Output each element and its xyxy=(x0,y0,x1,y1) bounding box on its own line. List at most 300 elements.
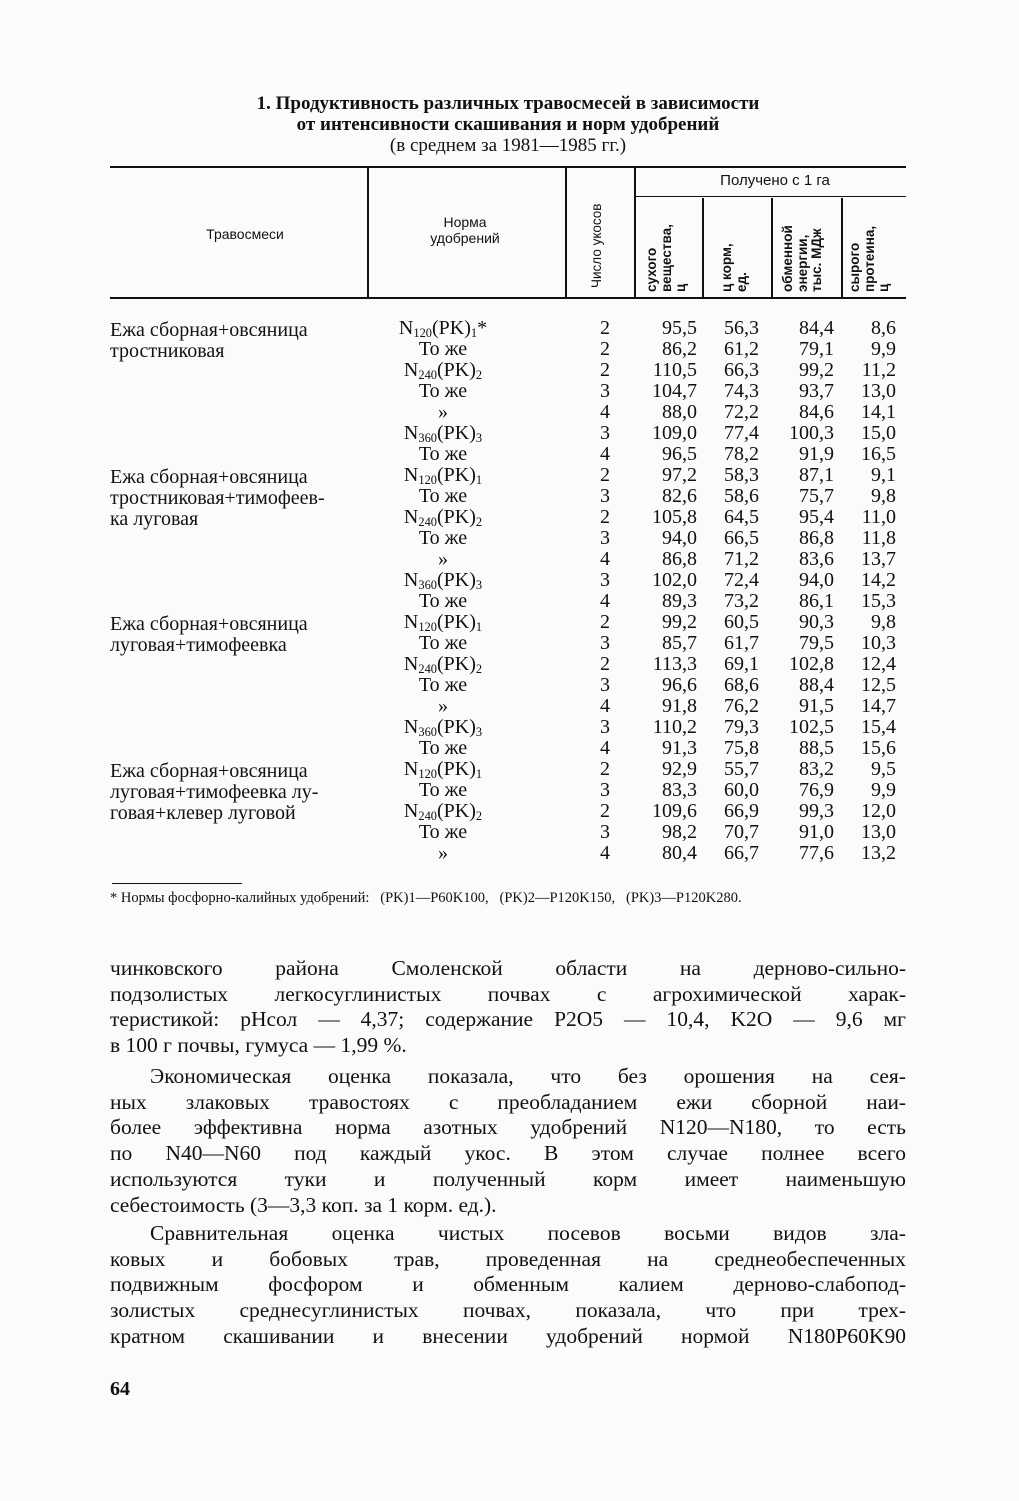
norm-pk-index: 1 xyxy=(475,620,483,635)
norm-n-rate: 120 xyxy=(413,326,432,341)
mixture-group-line: ка луговая xyxy=(110,508,199,530)
table-caption xyxy=(110,93,906,156)
cell-norm xyxy=(372,843,514,864)
cell-feed-units: 64,5 xyxy=(724,506,759,528)
header-dry xyxy=(645,202,689,292)
cell-feed-units: 72,2 xyxy=(724,401,759,423)
cell-feed-units: 76,2 xyxy=(724,695,759,717)
norm-n-rate: 360 xyxy=(418,431,437,446)
cell-energy: 93,7 xyxy=(799,380,834,402)
header-cuts xyxy=(590,168,605,288)
cell-energy: 102,8 xyxy=(789,653,834,675)
paragraph-line: себестоимость (3—3,3 коп. за 1 корм. ед.). xyxy=(110,1192,497,1217)
cell-energy: 79,1 xyxy=(799,338,834,360)
norm-pk: (PK) xyxy=(436,758,476,780)
table-row xyxy=(0,465,1019,486)
cell-protein: 9,5 xyxy=(871,758,896,780)
table-row xyxy=(0,591,1019,612)
cell-cuts: 2 xyxy=(600,653,610,675)
cell-dry-matter: 95,5 xyxy=(662,317,697,339)
cell-energy: 99,2 xyxy=(799,359,834,381)
header-dry-line2: вещества, xyxy=(658,224,674,292)
table-row xyxy=(0,675,1019,696)
norm-text: » xyxy=(438,401,448,423)
cell-energy: 99,3 xyxy=(799,800,834,822)
cell-norm: $N_{120}(PK)_1$ xyxy=(403,611,483,635)
cell-dry-matter: 110,2 xyxy=(652,716,697,738)
cell-cuts: 3 xyxy=(600,422,610,444)
paragraph-line: используются туки и полученный корм имеет наименьшую xyxy=(110,1166,906,1191)
cell-dry-matter: 91,3 xyxy=(662,737,697,759)
norm-pk: (PK) xyxy=(436,422,476,444)
header-feed-line2: ед. xyxy=(733,272,749,292)
table-title-line2: от интенсивности скашивания и норм удобрений xyxy=(296,114,720,135)
cell-norm xyxy=(372,822,514,843)
cell-protein: 15,3 xyxy=(861,590,896,612)
norm-pk-index: 3 xyxy=(475,431,483,446)
mixture-group-line: луговая+тимофеевка лу- xyxy=(110,781,319,803)
cell-energy: 102,5 xyxy=(789,716,834,738)
cell-norm: $N_{360}(PK)_3$ xyxy=(403,569,483,593)
cell-cuts: 3 xyxy=(600,674,610,696)
cell-norm xyxy=(372,486,514,507)
footnote-pk3: (PK)3—P120K280. xyxy=(625,890,742,906)
norm-text: То же xyxy=(418,338,468,360)
header-norm-line2: удобрений xyxy=(430,230,500,246)
norm-pk-index: 1 xyxy=(470,326,478,341)
table-row xyxy=(0,570,1019,591)
cell-feed-units: 66,9 xyxy=(724,800,759,822)
header-received: Получено с 1 га xyxy=(720,172,830,189)
paragraph-1 xyxy=(110,956,906,1059)
cell-norm xyxy=(372,549,514,570)
norm-text: То же xyxy=(418,674,468,696)
cell-cuts: 4 xyxy=(600,695,610,717)
page-number: 64 xyxy=(110,1378,130,1400)
paragraph-line: теристикой: pHсол — 4,37; содержание P2O5 — 10,4, K2O — 9,6 мг xyxy=(110,1007,906,1032)
table-title: 1. Продуктивность различных травосмесей в зависимости xyxy=(256,93,760,114)
table-row xyxy=(0,633,1019,654)
cell-norm xyxy=(372,780,514,801)
norm-pk: (PK) xyxy=(436,359,476,381)
mixture-group-line: Ежа сборная+овсяница xyxy=(110,319,308,341)
table-row xyxy=(0,612,1019,633)
cell-dry-matter: 94,0 xyxy=(662,527,697,549)
col-divider-2 xyxy=(565,168,567,297)
paragraph-2 xyxy=(110,1064,906,1218)
cell-protein: 11,0 xyxy=(861,506,896,528)
footnote-pk2: (PK)2—P120K150, xyxy=(499,890,616,906)
cell-cuts: 3 xyxy=(600,380,610,402)
table-row xyxy=(0,444,1019,465)
cell-feed-units: 69,1 xyxy=(724,653,759,675)
cell-protein: 12,4 xyxy=(861,653,896,675)
table-row xyxy=(0,318,1019,339)
cell-dry-matter: 86,2 xyxy=(662,338,697,360)
cell-norm xyxy=(372,339,514,360)
norm-text: То же xyxy=(418,737,468,759)
mixture-group-line: говая+клевер луговой xyxy=(110,802,296,824)
cell-protein: 12,5 xyxy=(861,674,896,696)
norm-n-rate: 120 xyxy=(418,473,437,488)
norm-pk-index: 1 xyxy=(475,473,483,488)
cell-dry-matter: 88,0 xyxy=(662,401,697,423)
cell-feed-units: 68,6 xyxy=(724,674,759,696)
norm-text: То же xyxy=(418,590,468,612)
table-row xyxy=(0,738,1019,759)
cell-protein: 10,3 xyxy=(861,632,896,654)
norm-text: То же xyxy=(418,485,468,507)
cell-cuts: 3 xyxy=(600,485,610,507)
cell-dry-matter: 86,8 xyxy=(662,548,697,570)
cell-protein: 15,6 xyxy=(861,737,896,759)
cell-norm: $N_{120}(PK)_1$ xyxy=(403,758,483,782)
cell-feed-units: 61,7 xyxy=(724,632,759,654)
cell-dry-matter: 82,6 xyxy=(662,485,697,507)
cell-cuts: 3 xyxy=(600,779,610,801)
cell-norm: $N_{360}(PK)_3$ xyxy=(403,422,483,446)
paragraph-line: кратном скашивании и внесении удобрений нормой N180P60K90 xyxy=(110,1323,906,1348)
cell-cuts: 2 xyxy=(600,800,610,822)
footnote-lead: * Нормы фосфорно-калийных удобрений: xyxy=(110,890,370,906)
norm-n-rate: 240 xyxy=(418,809,437,824)
header-protein xyxy=(848,200,892,292)
paragraph-line: золистых среднесуглинистых почвах, показала, что при трех- xyxy=(110,1298,906,1323)
col-divider-5 xyxy=(771,198,773,297)
norm-text: » xyxy=(438,548,448,570)
cell-dry-matter: 80,4 xyxy=(662,842,697,864)
cell-cuts: 4 xyxy=(600,737,610,759)
table-top-rule xyxy=(110,166,906,168)
cell-feed-units: 66,7 xyxy=(724,842,759,864)
table-row xyxy=(0,780,1019,801)
cell-norm: $N_{240}(PK)_2$ xyxy=(403,800,483,824)
cell-cuts: 4 xyxy=(600,590,610,612)
cell-cuts: 2 xyxy=(600,338,610,360)
header-dry-line3: ц xyxy=(673,283,688,292)
cell-protein: 16,5 xyxy=(861,443,896,465)
cell-norm: $N_{240}(PK)_2$ xyxy=(403,359,483,383)
cell-cuts: 4 xyxy=(600,443,610,465)
cell-protein: 9,9 xyxy=(871,338,896,360)
cell-protein: 13,0 xyxy=(861,821,896,843)
cell-energy: 94,0 xyxy=(799,569,834,591)
norm-pk: (PK) xyxy=(436,800,476,822)
table-row xyxy=(0,486,1019,507)
paragraph-line: чинковского района Смоленской области на дерново-сильно- xyxy=(110,956,906,980)
table-row xyxy=(0,360,1019,381)
table-subtitle: (в среднем за 1981—1985 гг.) xyxy=(389,135,627,156)
cell-energy: 91,9 xyxy=(799,443,834,465)
table-row xyxy=(0,696,1019,717)
cell-dry-matter: 98,2 xyxy=(662,821,697,843)
cell-dry-matter: 97,2 xyxy=(662,464,697,486)
cell-feed-units: 75,8 xyxy=(724,737,759,759)
cell-protein: 9,9 xyxy=(871,779,896,801)
norm-n-rate: 240 xyxy=(418,515,437,530)
header-energy-line1: обменной xyxy=(780,225,795,292)
cell-norm xyxy=(372,591,514,612)
header-energy-line3: тыс. МДж xyxy=(809,228,824,292)
cell-feed-units: 66,3 xyxy=(724,359,759,381)
norm-n-rate: 360 xyxy=(418,578,437,593)
cell-dry-matter: 109,0 xyxy=(652,422,697,444)
cell-feed-units: 60,5 xyxy=(724,611,759,633)
cell-energy: 77,6 xyxy=(799,842,834,864)
norm-pk-index: 1 xyxy=(475,767,483,782)
cell-feed-units: 70,7 xyxy=(724,821,759,843)
cell-cuts: 3 xyxy=(600,632,610,654)
cell-energy: 88,5 xyxy=(799,737,834,759)
cell-cuts: 4 xyxy=(600,548,610,570)
header-protein-line2: протеина, xyxy=(861,225,877,292)
table-row xyxy=(0,423,1019,444)
cell-energy: 91,0 xyxy=(799,821,834,843)
cell-energy: 84,6 xyxy=(799,401,834,423)
cell-feed-units: 55,7 xyxy=(724,758,759,780)
col-divider-6 xyxy=(841,198,843,297)
cell-norm xyxy=(372,444,514,465)
paragraph-line: подзолистых легкосуглинистых почвах с агрохимической харак- xyxy=(110,981,906,1006)
cell-norm xyxy=(372,738,514,759)
cell-cuts: 2 xyxy=(600,611,610,633)
paragraph-line: Сравнительная оценка чистых посевов восьми видов зла- xyxy=(150,1221,906,1245)
norm-pk: (PK) xyxy=(436,464,476,486)
cell-feed-units: 79,3 xyxy=(724,716,759,738)
cell-norm xyxy=(372,633,514,654)
header-energy-line2: энергии, xyxy=(794,234,810,292)
cell-energy: 87,1 xyxy=(799,464,834,486)
mixture-group-line: тростниковая xyxy=(110,340,225,362)
cell-dry-matter: 102,0 xyxy=(652,569,697,591)
cell-energy: 84,4 xyxy=(799,317,834,339)
mixture-group-line: Ежа сборная+овсяница xyxy=(110,613,308,635)
cell-feed-units: 77,4 xyxy=(724,422,759,444)
cell-energy: 79,5 xyxy=(799,632,834,654)
norm-pk-index: 2 xyxy=(475,368,483,383)
paragraph-line: ковых и бобовых трав, проведенная на среднеобеспеченных xyxy=(110,1246,906,1271)
cell-energy: 88,4 xyxy=(799,674,834,696)
norm-pk-index: 3 xyxy=(475,578,483,593)
cell-feed-units: 61,2 xyxy=(724,338,759,360)
norm-pk-index: 2 xyxy=(475,809,483,824)
mixture-group-line: Ежа сборная+овсяница xyxy=(110,466,308,488)
norm-text: То же xyxy=(418,527,468,549)
table-row xyxy=(0,528,1019,549)
col-divider-3 xyxy=(634,168,636,297)
cell-energy: 83,2 xyxy=(799,758,834,780)
cell-protein: 9,8 xyxy=(871,611,896,633)
header-energy xyxy=(781,200,825,292)
paragraph-line: Экономическая оценка показала, что без орошения на сея- xyxy=(150,1064,906,1088)
cell-norm xyxy=(372,402,514,423)
cell-protein: 13,7 xyxy=(861,548,896,570)
norm-pk: (PK) xyxy=(436,506,476,528)
table-row xyxy=(0,654,1019,675)
cell-dry-matter: 96,5 xyxy=(662,443,697,465)
cell-energy: 100,3 xyxy=(789,422,834,444)
cell-protein: 15,0 xyxy=(861,422,896,444)
table-row xyxy=(0,717,1019,738)
header-feed-line1: ц корм, xyxy=(719,243,734,292)
cell-protein: 8,6 xyxy=(871,317,896,339)
norm-pk-index: 3 xyxy=(475,725,483,740)
cell-dry-matter: 113,3 xyxy=(652,653,697,675)
cell-norm: $N_{360}(PK)_3$ xyxy=(403,716,483,740)
table-row xyxy=(0,549,1019,570)
header-cuts-text: Число укосов xyxy=(589,203,604,288)
mixture-group-line: Ежа сборная+овсяница xyxy=(110,760,308,782)
norm-n-rate: 240 xyxy=(418,368,437,383)
cell-cuts: 3 xyxy=(600,716,610,738)
norm-text: То же xyxy=(418,779,468,801)
cell-cuts: 4 xyxy=(600,401,610,423)
footnote-rule xyxy=(112,883,242,884)
header-feed xyxy=(720,202,749,292)
col-divider-4 xyxy=(702,198,704,297)
footnote xyxy=(110,889,906,907)
header-bottom-rule xyxy=(110,297,906,299)
cell-norm xyxy=(372,675,514,696)
cell-dry-matter: 99,2 xyxy=(662,611,697,633)
cell-dry-matter: 92,9 xyxy=(662,758,697,780)
cell-norm: $N_{240}(PK)_2$ xyxy=(403,506,483,530)
paragraph-3 xyxy=(110,1221,906,1350)
cell-dry-matter: 109,6 xyxy=(652,800,697,822)
cell-norm: $N_{120}(PK)_1$ xyxy=(403,464,483,488)
header-dry-line1: сухого xyxy=(644,247,659,292)
header-protein-line3: ц xyxy=(876,283,891,292)
table-row xyxy=(0,381,1019,402)
cell-protein: 12,0 xyxy=(861,800,896,822)
cell-norm xyxy=(372,696,514,717)
table-row xyxy=(0,507,1019,528)
norm-n-rate: 120 xyxy=(418,767,437,782)
cell-norm: $N_{240}(PK)_2$ xyxy=(403,653,483,677)
cell-energy: 86,8 xyxy=(799,527,834,549)
header-norm xyxy=(390,214,540,246)
cell-dry-matter: 105,8 xyxy=(652,506,697,528)
norm-n-rate: 360 xyxy=(418,725,437,740)
cell-cuts: 2 xyxy=(600,506,610,528)
cell-cuts: 2 xyxy=(600,758,610,780)
table-row xyxy=(0,801,1019,822)
norm-footnote-mark: * xyxy=(477,317,488,339)
cell-dry-matter: 104,7 xyxy=(652,380,697,402)
cell-protein: 13,0 xyxy=(861,380,896,402)
table-row xyxy=(0,843,1019,864)
header-protein-line1: сырого xyxy=(847,242,862,292)
norm-text: » xyxy=(438,695,448,717)
norm-n-rate: 120 xyxy=(418,620,437,635)
cell-protein: 11,2 xyxy=(861,359,896,381)
norm-n-rate: 240 xyxy=(418,662,437,677)
cell-feed-units: 60,0 xyxy=(724,779,759,801)
cell-cuts: 2 xyxy=(600,359,610,381)
cell-protein: 14,1 xyxy=(861,401,896,423)
norm-pk: (PK) xyxy=(431,317,471,339)
cell-feed-units: 66,5 xyxy=(724,527,759,549)
mixture-group-line: луговая+тимофеевка xyxy=(110,634,287,656)
cell-feed-units: 56,3 xyxy=(724,317,759,339)
norm-text: То же xyxy=(418,821,468,843)
norm-pk-index: 2 xyxy=(475,662,483,677)
col-divider-1 xyxy=(367,168,369,297)
table-row xyxy=(0,339,1019,360)
norm-pk-index: 2 xyxy=(475,515,483,530)
cell-dry-matter: 85,7 xyxy=(662,632,697,654)
mixture-group-line: тростниковая+тимофеев- xyxy=(110,487,325,509)
cell-cuts: 4 xyxy=(600,842,610,864)
cell-feed-units: 74,3 xyxy=(724,380,759,402)
cell-protein: 13,2 xyxy=(861,842,896,864)
cell-energy: 86,1 xyxy=(799,590,834,612)
paragraph-line: более эффективна норма азотных удобрений N120—N180, то есть xyxy=(110,1115,906,1140)
header-mixture: Травосмеси xyxy=(206,226,284,242)
cell-energy: 76,9 xyxy=(799,779,834,801)
cell-feed-units: 78,2 xyxy=(724,443,759,465)
cell-cuts: 3 xyxy=(600,569,610,591)
cell-protein: 14,7 xyxy=(861,695,896,717)
cell-protein: 9,1 xyxy=(871,464,896,486)
cell-energy: 75,7 xyxy=(799,485,834,507)
cell-cuts: 2 xyxy=(600,464,610,486)
cell-energy: 91,5 xyxy=(799,695,834,717)
table-row xyxy=(0,402,1019,423)
header-norm-line1: Норма xyxy=(443,214,487,230)
norm-pk: (PK) xyxy=(436,716,476,738)
cell-dry-matter: 91,8 xyxy=(662,695,697,717)
cell-norm: $N_{120}(PK)_1*$ xyxy=(398,317,488,341)
cell-feed-units: 72,4 xyxy=(724,569,759,591)
cell-feed-units: 58,6 xyxy=(724,485,759,507)
cell-norm xyxy=(372,381,514,402)
paragraph-line: подвижным фосфором и обменным калием дерново-слабопод- xyxy=(110,1272,906,1297)
cell-cuts: 3 xyxy=(600,821,610,843)
norm-text: » xyxy=(438,842,448,864)
cell-feed-units: 73,2 xyxy=(724,590,759,612)
norm-text: То же xyxy=(418,443,468,465)
footnote-pk1: (PK)1—P60K100, xyxy=(380,890,489,906)
cell-protein: 15,4 xyxy=(861,716,896,738)
norm-pk: (PK) xyxy=(436,569,476,591)
cell-dry-matter: 110,5 xyxy=(652,359,697,381)
received-rule xyxy=(634,196,906,197)
cell-norm xyxy=(372,528,514,549)
cell-energy: 95,4 xyxy=(799,506,834,528)
cell-protein: 9,8 xyxy=(871,485,896,507)
norm-pk: (PK) xyxy=(436,611,476,633)
cell-energy: 83,6 xyxy=(799,548,834,570)
table-row xyxy=(0,822,1019,843)
cell-dry-matter: 96,6 xyxy=(662,674,697,696)
norm-text: То же xyxy=(418,632,468,654)
paragraph-line: по N40—N60 под каждый укос. В этом случае полнее всего xyxy=(110,1141,906,1166)
cell-protein: 14,2 xyxy=(861,569,896,591)
cell-dry-matter: 89,3 xyxy=(662,590,697,612)
paragraph-line: ных злаковых травостоях с преобладанием ежи сборной наи- xyxy=(110,1089,906,1114)
cell-cuts: 2 xyxy=(600,317,610,339)
paragraph-line: в 100 г почвы, гумуса — 1,99 %. xyxy=(110,1033,407,1058)
cell-cuts: 3 xyxy=(600,527,610,549)
table-row xyxy=(0,759,1019,780)
cell-feed-units: 71,2 xyxy=(724,548,759,570)
cell-protein: 11,8 xyxy=(861,527,896,549)
norm-text: То же xyxy=(418,380,468,402)
norm-pk: (PK) xyxy=(436,653,476,675)
cell-feed-units: 58,3 xyxy=(724,464,759,486)
cell-energy: 90,3 xyxy=(799,611,834,633)
